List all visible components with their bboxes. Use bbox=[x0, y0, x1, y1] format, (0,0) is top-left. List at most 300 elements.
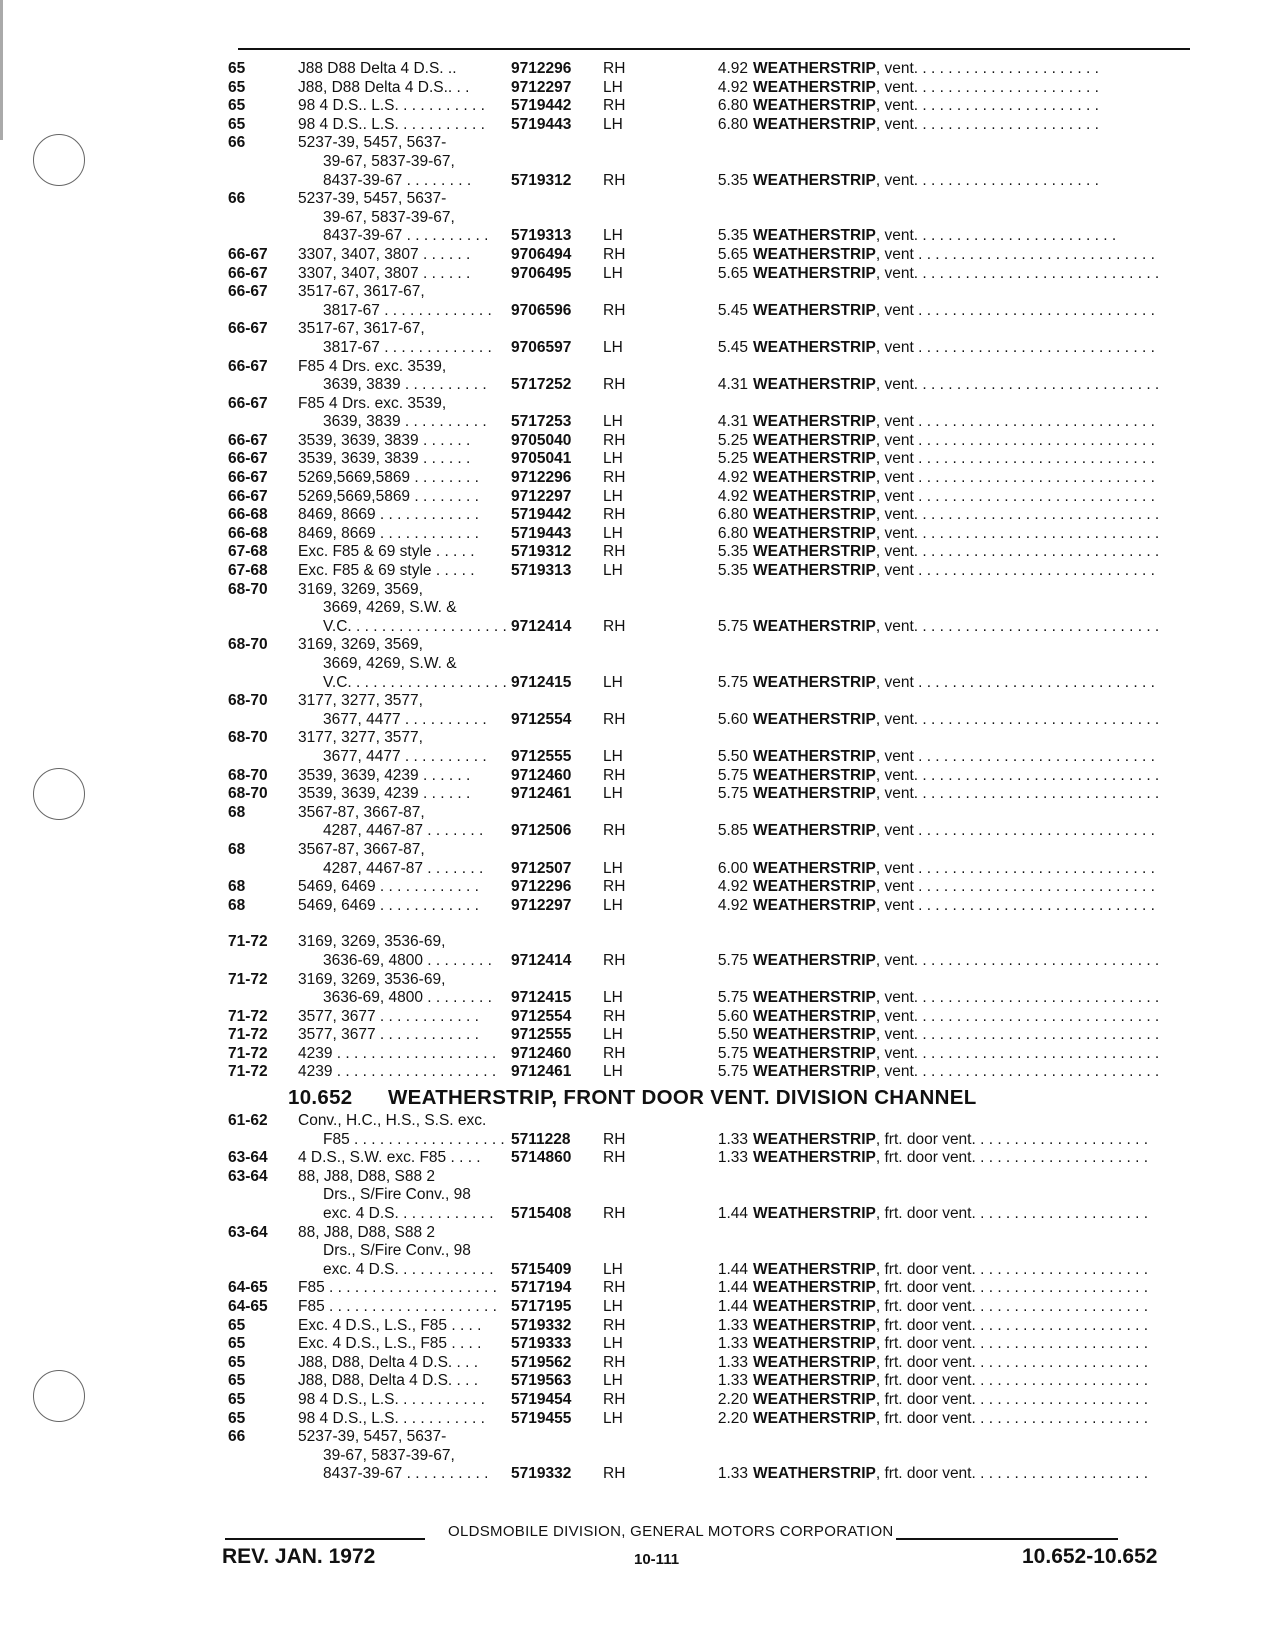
list-item bbox=[228, 897, 1188, 916]
application: 5237-39, 5457, 5637- bbox=[298, 1428, 447, 1446]
description-suffix: , vent. . . . . . . . . . . . . . . . . . . . . . . . . . . . . bbox=[875, 1026, 1160, 1044]
description-suffix: , vent . . . . . . . . . . . . . . . . . . . . . . . . . . . . bbox=[875, 673, 1155, 691]
list-item bbox=[228, 469, 1188, 488]
list-item bbox=[228, 376, 1188, 395]
binder-hole-top bbox=[33, 134, 85, 186]
description-suffix: , vent. . . . . . . . . . . . . . . . . . . . . . . . . . . . . bbox=[875, 710, 1160, 728]
model-year: 66-67 bbox=[228, 450, 268, 468]
description-suffix: , frt. door vent. . . . . . . . . . . . . . . . . . . . . bbox=[875, 1130, 1149, 1148]
part-number: 9705040 bbox=[511, 431, 572, 449]
description-suffix: , vent . . . . . . . . . . . . . . . . . . . . . . . . . . . . bbox=[875, 245, 1155, 263]
price: 5.85 bbox=[717, 822, 748, 840]
description-suffix: , frt. door vent. . . . . . . . . . . . . . . . . . . . . bbox=[875, 1279, 1149, 1297]
part-name: WEATHERSTRIP bbox=[753, 896, 876, 914]
list-item bbox=[228, 971, 1188, 990]
model-year: 65 bbox=[228, 115, 246, 133]
footer-corporation: OLDSMOBILE DIVISION, GENERAL MOTORS CORPORATION bbox=[448, 1523, 894, 1540]
application: J88, D88 Delta 4 D.S.. . . bbox=[298, 78, 470, 96]
list-item bbox=[228, 1242, 1188, 1261]
price: 5.60 bbox=[717, 1007, 748, 1025]
side: RH bbox=[603, 710, 626, 728]
part-number: 5711228 bbox=[511, 1130, 571, 1148]
part-name: WEATHERSTRIP bbox=[753, 951, 876, 969]
part-name: WEATHERSTRIP bbox=[753, 673, 876, 691]
part-number: 9712296 bbox=[511, 60, 572, 77]
application: Exc. 4 D.S., L.S., F85 . . . . bbox=[298, 1335, 482, 1353]
model-year: 68 bbox=[228, 840, 246, 858]
side: RH bbox=[603, 1390, 626, 1408]
model-year: 68 bbox=[228, 803, 246, 821]
application: F85 4 Drs. exc. 3539, bbox=[298, 394, 447, 412]
application: 4239 . . . . . . . . . . . . . . . . . . . bbox=[298, 1044, 497, 1062]
list-item bbox=[228, 227, 1188, 246]
description-suffix: , frt. door vent. . . . . . . . . . . . . . . . . . . . . bbox=[875, 1260, 1149, 1278]
description bbox=[753, 1026, 1159, 1045]
part-name: WEATHERSTRIP bbox=[753, 413, 876, 431]
application: 8437-39-67 . . . . . . . . . . bbox=[323, 1465, 489, 1483]
part-number: 9712555 bbox=[511, 1026, 572, 1044]
side: RH bbox=[603, 1007, 626, 1025]
application: 3577, 3677 . . . . . . . . . . . . bbox=[298, 1007, 479, 1025]
model-year: 66-67 bbox=[228, 264, 268, 282]
side: RH bbox=[603, 951, 626, 969]
side: RH bbox=[603, 822, 626, 840]
application: 98 4 D.S., L.S. . . . . . . . . . . bbox=[298, 1409, 485, 1427]
description-suffix: , vent . . . . . . . . . . . . . . . . . . . . . . . . . . . . bbox=[875, 896, 1155, 914]
list-item bbox=[228, 878, 1188, 897]
list-item bbox=[228, 822, 1188, 841]
model-year: 67-68 bbox=[228, 543, 268, 561]
application: 3639, 3839 . . . . . . . . . . bbox=[323, 376, 487, 394]
application: 3169, 3269, 3569, bbox=[298, 636, 423, 654]
list-item bbox=[228, 933, 1188, 952]
list-item bbox=[228, 636, 1188, 655]
section-title: WEATHERSTRIP, FRONT DOOR VENT. DIVISION CHANNEL bbox=[388, 1086, 977, 1110]
price: 5.75 bbox=[717, 617, 748, 635]
description-suffix: , vent . . . . . . . . . . . . . . . . . . . . . . . . . . . . bbox=[875, 859, 1155, 877]
list-item bbox=[228, 525, 1188, 544]
price: 4.92 bbox=[717, 469, 748, 487]
model-year: 66-67 bbox=[228, 394, 268, 412]
part-name: WEATHERSTRIP bbox=[753, 97, 876, 115]
part-name: WEATHERSTRIP bbox=[753, 1205, 876, 1223]
part-number: 9706494 bbox=[511, 245, 572, 263]
application: 8469, 8669 . . . . . . . . . . . . bbox=[298, 524, 479, 542]
description-suffix: , frt. door vent. . . . . . . . . . . . . . . . . . . . . bbox=[875, 1149, 1149, 1167]
side: RH bbox=[603, 171, 626, 189]
application: exc. 4 D.S. . . . . . . . . . . . bbox=[323, 1205, 494, 1223]
price: 5.75 bbox=[717, 1044, 748, 1062]
price: 5.75 bbox=[717, 673, 748, 691]
description bbox=[753, 1335, 1148, 1354]
parts-catalog-page bbox=[228, 60, 1188, 1484]
list-item bbox=[228, 320, 1188, 339]
description-suffix: , vent. . . . . . . . . . . . . . . . . . . . . . . . . . . . . bbox=[875, 264, 1160, 282]
description bbox=[753, 1008, 1159, 1027]
application: 3677, 4477 . . . . . . . . . . bbox=[323, 710, 487, 728]
model-year: 61-62 bbox=[228, 1112, 268, 1130]
side: RH bbox=[603, 97, 626, 115]
application: J88, D88, Delta 4 D.S. . . . bbox=[298, 1372, 479, 1390]
price: 6.80 bbox=[717, 524, 748, 542]
price: 5.45 bbox=[717, 338, 748, 356]
part-number: 5715408 bbox=[511, 1205, 572, 1223]
part-number: 9712415 bbox=[511, 673, 572, 691]
footer-page-number: 10-111 bbox=[634, 1551, 680, 1568]
model-year: 71-72 bbox=[228, 970, 268, 988]
spacer bbox=[228, 915, 1188, 933]
part-number: 5719454 bbox=[511, 1390, 572, 1408]
part-number: 9706597 bbox=[511, 338, 572, 356]
application: 3669, 4269, S.W. & bbox=[323, 655, 457, 672]
header-rule bbox=[238, 48, 1190, 50]
price: 5.75 bbox=[717, 766, 748, 784]
side: LH bbox=[603, 413, 623, 431]
description-suffix: , frt. door vent. . . . . . . . . . . . . . . . . . . . . bbox=[875, 1298, 1149, 1315]
list-item bbox=[228, 116, 1188, 135]
list-item bbox=[228, 729, 1188, 748]
description bbox=[753, 450, 1155, 469]
application: 98 4 D.S.. L.S. . . . . . . . . . . bbox=[298, 115, 485, 133]
part-name: WEATHERSTRIP bbox=[753, 543, 876, 561]
side: RH bbox=[603, 60, 626, 77]
part-name: WEATHERSTRIP bbox=[753, 989, 876, 1007]
application: 3636-69, 4800 . . . . . . . . bbox=[323, 989, 492, 1007]
application: 3539, 3639, 4239 . . . . . . bbox=[298, 785, 471, 803]
price: 1.33 bbox=[717, 1130, 748, 1148]
model-year: 68 bbox=[228, 878, 246, 896]
model-year: 66-67 bbox=[228, 283, 268, 301]
model-year: 63-64 bbox=[228, 1167, 268, 1185]
side: LH bbox=[603, 1063, 623, 1081]
list-item bbox=[228, 1112, 1188, 1131]
application: 3169, 3269, 3536-69, bbox=[298, 970, 446, 988]
part-name: WEATHERSTRIP bbox=[753, 1279, 876, 1297]
parts-list-vent-weatherstrip-71-72 bbox=[228, 933, 1188, 1082]
price: 4.31 bbox=[717, 413, 748, 431]
list-item bbox=[228, 841, 1188, 860]
part-name: WEATHERSTRIP bbox=[753, 617, 876, 635]
list-item bbox=[228, 339, 1188, 358]
part-name: WEATHERSTRIP bbox=[753, 1063, 876, 1081]
side: LH bbox=[603, 1298, 623, 1315]
list-item bbox=[228, 302, 1188, 321]
description bbox=[753, 562, 1155, 581]
side: LH bbox=[603, 989, 623, 1007]
application: Exc. 4 D.S., L.S., F85 . . . . bbox=[298, 1316, 482, 1334]
list-item bbox=[228, 804, 1188, 823]
description bbox=[753, 1205, 1148, 1224]
price: 5.75 bbox=[717, 989, 748, 1007]
description-suffix: , frt. door vent. . . . . . . . . . . . . . . . . . . . . bbox=[875, 1353, 1149, 1371]
part-name: WEATHERSTRIP bbox=[753, 301, 876, 319]
part-name: WEATHERSTRIP bbox=[753, 1130, 876, 1148]
part-number: 9706495 bbox=[511, 264, 572, 282]
list-item bbox=[228, 1186, 1188, 1205]
description-suffix: , vent . . . . . . . . . . . . . . . . . . . . . . . . . . . . bbox=[875, 431, 1155, 449]
list-item bbox=[228, 450, 1188, 469]
price: 5.25 bbox=[717, 431, 748, 449]
part-name: WEATHERSTRIP bbox=[753, 822, 876, 840]
list-item bbox=[228, 209, 1188, 228]
model-year: 66-67 bbox=[228, 469, 268, 487]
part-name: WEATHERSTRIP bbox=[753, 1372, 876, 1390]
part-name: WEATHERSTRIP bbox=[753, 506, 876, 524]
model-year: 71-72 bbox=[228, 933, 268, 951]
application: 3169, 3269, 3569, bbox=[298, 580, 423, 598]
description bbox=[753, 339, 1155, 358]
part-name: WEATHERSTRIP bbox=[753, 1298, 876, 1315]
application: Exc. F85 & 69 style . . . . . bbox=[298, 543, 475, 561]
price: 5.75 bbox=[717, 1063, 748, 1081]
description bbox=[753, 97, 1099, 116]
list-item bbox=[228, 1354, 1188, 1373]
description-suffix: , vent. . . . . . . . . . . . . . . . . . . . . . . . . . . . . bbox=[875, 524, 1160, 542]
part-number: 9712460 bbox=[511, 766, 572, 784]
side: LH bbox=[603, 1335, 623, 1353]
list-item bbox=[228, 581, 1188, 600]
description bbox=[753, 1298, 1148, 1317]
application: 98 4 D.S.. L.S. . . . . . . . . . . bbox=[298, 97, 485, 115]
description-suffix: , vent . . . . . . . . . . . . . . . . . . . . . . . . . . . . bbox=[875, 822, 1155, 840]
application: J88 D88 Delta 4 D.S. .. bbox=[298, 60, 457, 77]
description-suffix: , vent. . . . . . . . . . . . . . . . . . . . . . bbox=[875, 115, 1099, 133]
part-number: 5717195 bbox=[511, 1298, 572, 1315]
side: LH bbox=[603, 1409, 623, 1427]
footer-rule-left bbox=[225, 1538, 425, 1540]
footer-revision: REV. JAN. 1972 bbox=[222, 1545, 376, 1568]
part-name: WEATHERSTRIP bbox=[753, 60, 876, 77]
application: Conv., H.C., H.S., S.S. exc. bbox=[298, 1112, 487, 1130]
model-year: 63-64 bbox=[228, 1149, 268, 1167]
application: 3517-67, 3617-67, bbox=[298, 283, 425, 301]
part-number: 5717252 bbox=[511, 376, 572, 394]
description bbox=[753, 785, 1159, 804]
application: 3669, 4269, S.W. & bbox=[323, 599, 457, 617]
part-number: 5719332 bbox=[511, 1316, 572, 1334]
side: RH bbox=[603, 1465, 626, 1483]
price: 4.92 bbox=[717, 78, 748, 96]
application: V.C. . . . . . . . . . . . . . . . . . . bbox=[323, 673, 507, 691]
model-year: 66-67 bbox=[228, 357, 268, 375]
description-suffix: , frt. door vent. . . . . . . . . . . . . . . . . . . . . bbox=[875, 1390, 1149, 1408]
description-suffix: , vent. . . . . . . . . . . . . . . . . . . . . . bbox=[875, 171, 1099, 189]
price: 6.00 bbox=[717, 859, 748, 877]
application: 3307, 3407, 3807 . . . . . . bbox=[298, 245, 471, 263]
description bbox=[753, 952, 1159, 971]
description bbox=[753, 525, 1159, 544]
part-number: 5719333 bbox=[511, 1335, 572, 1353]
model-year: 71-72 bbox=[228, 1044, 268, 1062]
part-number: 5719312 bbox=[511, 171, 572, 189]
part-number: 9712297 bbox=[511, 78, 572, 96]
parts-list-division-channel bbox=[228, 1112, 1188, 1484]
model-year: 65 bbox=[228, 1409, 246, 1427]
price: 5.60 bbox=[717, 710, 748, 728]
part-number: 9705041 bbox=[511, 450, 572, 468]
part-name: WEATHERSTRIP bbox=[753, 1260, 876, 1278]
description bbox=[753, 265, 1159, 284]
description bbox=[753, 674, 1155, 693]
description bbox=[753, 878, 1155, 897]
side: LH bbox=[603, 524, 623, 542]
model-year: 66-67 bbox=[228, 431, 268, 449]
application: 98 4 D.S., L.S. . . . . . . . . . . bbox=[298, 1390, 485, 1408]
model-year: 65 bbox=[228, 1316, 246, 1334]
footer-rule-right bbox=[896, 1538, 1118, 1540]
application: Exc. F85 & 69 style . . . . . bbox=[298, 562, 475, 580]
part-number: 9712296 bbox=[511, 469, 572, 487]
model-year: 71-72 bbox=[228, 1026, 268, 1044]
part-number: 5719312 bbox=[511, 543, 572, 561]
description-suffix: , vent. . . . . . . . . . . . . . . . . . . . . . . . . . . . . bbox=[875, 1044, 1160, 1062]
description-suffix: , vent. . . . . . . . . . . . . . . . . . . . . . . . . . . . . bbox=[875, 766, 1160, 784]
model-year: 68-70 bbox=[228, 766, 268, 784]
description-suffix: , vent . . . . . . . . . . . . . . . . . . . . . . . . . . . . bbox=[875, 469, 1155, 487]
application: 5237-39, 5457, 5637- bbox=[298, 134, 447, 152]
price: 2.20 bbox=[717, 1409, 748, 1427]
description bbox=[753, 1149, 1148, 1168]
application: 3567-87, 3667-87, bbox=[298, 840, 425, 858]
application: J88, D88, Delta 4 D.S. . . . bbox=[298, 1353, 479, 1371]
binder-hole-middle bbox=[33, 768, 85, 820]
description bbox=[753, 432, 1155, 451]
side: LH bbox=[603, 1260, 623, 1278]
list-item bbox=[228, 1298, 1188, 1317]
section-number: 10.652 bbox=[288, 1086, 353, 1110]
description-suffix: , vent. . . . . . . . . . . . . . . . . . . . . . . . . . . . . bbox=[875, 989, 1160, 1007]
description bbox=[753, 488, 1155, 507]
part-name: WEATHERSTRIP bbox=[753, 747, 876, 765]
side: RH bbox=[603, 543, 626, 561]
list-item bbox=[228, 413, 1188, 432]
side: LH bbox=[603, 747, 623, 765]
part-name: WEATHERSTRIP bbox=[753, 450, 876, 468]
price: 1.44 bbox=[717, 1298, 748, 1315]
application: F85 . . . . . . . . . . . . . . . . . . . . bbox=[298, 1279, 497, 1297]
price: 4.92 bbox=[717, 60, 748, 77]
model-year: 65 bbox=[228, 97, 246, 115]
description bbox=[753, 246, 1155, 265]
list-item bbox=[228, 1026, 1188, 1045]
model-year: 66-67 bbox=[228, 320, 268, 338]
side: RH bbox=[603, 617, 626, 635]
side: LH bbox=[603, 115, 623, 133]
part-name: WEATHERSTRIP bbox=[753, 264, 876, 282]
side: LH bbox=[603, 227, 623, 245]
description-suffix: , frt. door vent. . . . . . . . . . . . . . . . . . . . . bbox=[875, 1205, 1149, 1223]
description-suffix: , frt. door vent. . . . . . . . . . . . . . . . . . . . . bbox=[875, 1465, 1149, 1483]
part-name: WEATHERSTRIP bbox=[753, 785, 876, 803]
application: F85 . . . . . . . . . . . . . . . . . . . . bbox=[298, 1298, 497, 1315]
side: RH bbox=[603, 1044, 626, 1062]
model-year: 63-64 bbox=[228, 1223, 268, 1241]
part-number: 9712555 bbox=[511, 747, 572, 765]
model-year: 65 bbox=[228, 1353, 246, 1371]
list-item bbox=[228, 543, 1188, 562]
list-item bbox=[228, 134, 1188, 153]
application: 4287, 4467-87 . . . . . . . bbox=[323, 822, 484, 840]
application: 88, J88, D88, S88 2 bbox=[298, 1167, 436, 1185]
price: 5.65 bbox=[717, 264, 748, 282]
application: 3639, 3839 . . . . . . . . . . bbox=[323, 413, 487, 431]
application: 4 D.S., S.W. exc. F85 . . . . bbox=[298, 1149, 481, 1167]
application: 39-67, 5837-39-67, bbox=[323, 152, 455, 170]
application: Drs., S/Fire Conv., 98 bbox=[323, 1186, 471, 1204]
list-item bbox=[228, 432, 1188, 451]
part-number: 9712507 bbox=[511, 859, 572, 877]
price: 4.92 bbox=[717, 896, 748, 914]
list-item bbox=[228, 60, 1188, 79]
description-suffix: , vent. . . . . . . . . . . . . . . . . . . . . . . . . . . . . bbox=[875, 785, 1160, 803]
list-item bbox=[228, 1045, 1188, 1064]
model-year: 67-68 bbox=[228, 562, 268, 580]
model-year: 68-70 bbox=[228, 636, 268, 654]
part-name: WEATHERSTRIP bbox=[753, 1149, 876, 1167]
application: exc. 4 D.S. . . . . . . . . . . . bbox=[323, 1260, 494, 1278]
price: 1.44 bbox=[717, 1205, 748, 1223]
description bbox=[753, 1354, 1148, 1373]
model-year: 68-70 bbox=[228, 785, 268, 803]
price: 6.80 bbox=[717, 97, 748, 115]
description-suffix: , vent . . . . . . . . . . . . . . . . . . . . . . . . . . . . bbox=[875, 487, 1155, 505]
application: 4239 . . . . . . . . . . . . . . . . . . . bbox=[298, 1063, 497, 1081]
part-number: 9712414 bbox=[511, 951, 572, 969]
description bbox=[753, 116, 1099, 135]
part-name: WEATHERSTRIP bbox=[753, 376, 876, 394]
application: 3539, 3639, 3839 . . . . . . bbox=[298, 450, 471, 468]
part-name: WEATHERSTRIP bbox=[753, 1007, 876, 1025]
price: 5.50 bbox=[717, 747, 748, 765]
part-name: WEATHERSTRIP bbox=[753, 1335, 876, 1353]
list-item bbox=[228, 748, 1188, 767]
part-number: 5719313 bbox=[511, 562, 572, 580]
application: 5469, 6469 . . . . . . . . . . . . bbox=[298, 878, 479, 896]
application: 3177, 3277, 3577, bbox=[298, 729, 423, 747]
price: 5.35 bbox=[717, 227, 748, 245]
description-suffix: , vent. . . . . . . . . . . . . . . . . . . . . . . . bbox=[875, 227, 1117, 245]
application: 3177, 3277, 3577, bbox=[298, 692, 423, 710]
description-suffix: , vent. . . . . . . . . . . . . . . . . . . . . . . . . . . . . bbox=[875, 617, 1160, 635]
list-item bbox=[228, 785, 1188, 804]
description bbox=[753, 227, 1116, 246]
description bbox=[753, 860, 1155, 879]
description bbox=[753, 1261, 1148, 1280]
description bbox=[753, 506, 1159, 525]
application: 5269,5669,5869 . . . . . . . . bbox=[298, 487, 479, 505]
model-year: 66-67 bbox=[228, 245, 268, 263]
part-name: WEATHERSTRIP bbox=[753, 878, 876, 896]
part-number: 5719313 bbox=[511, 227, 572, 245]
model-year: 66 bbox=[228, 190, 246, 208]
part-name: WEATHERSTRIP bbox=[753, 1409, 876, 1427]
price: 1.33 bbox=[717, 1353, 748, 1371]
price: 5.75 bbox=[717, 785, 748, 803]
binder-hole-bottom bbox=[33, 1370, 85, 1422]
part-name: WEATHERSTRIP bbox=[753, 859, 876, 877]
price: 1.44 bbox=[717, 1260, 748, 1278]
price: 6.80 bbox=[717, 115, 748, 133]
price: 1.33 bbox=[717, 1465, 748, 1483]
side: LH bbox=[603, 562, 623, 580]
part-name: WEATHERSTRIP bbox=[753, 338, 876, 356]
description bbox=[753, 989, 1159, 1008]
price: 6.80 bbox=[717, 506, 748, 524]
application: 3539, 3639, 3839 . . . . . . bbox=[298, 431, 471, 449]
part-number: 5719442 bbox=[511, 97, 572, 115]
application: 3817-67 . . . . . . . . . . . . . bbox=[323, 301, 492, 319]
application: V.C. . . . . . . . . . . . . . . . . . . bbox=[323, 617, 507, 635]
